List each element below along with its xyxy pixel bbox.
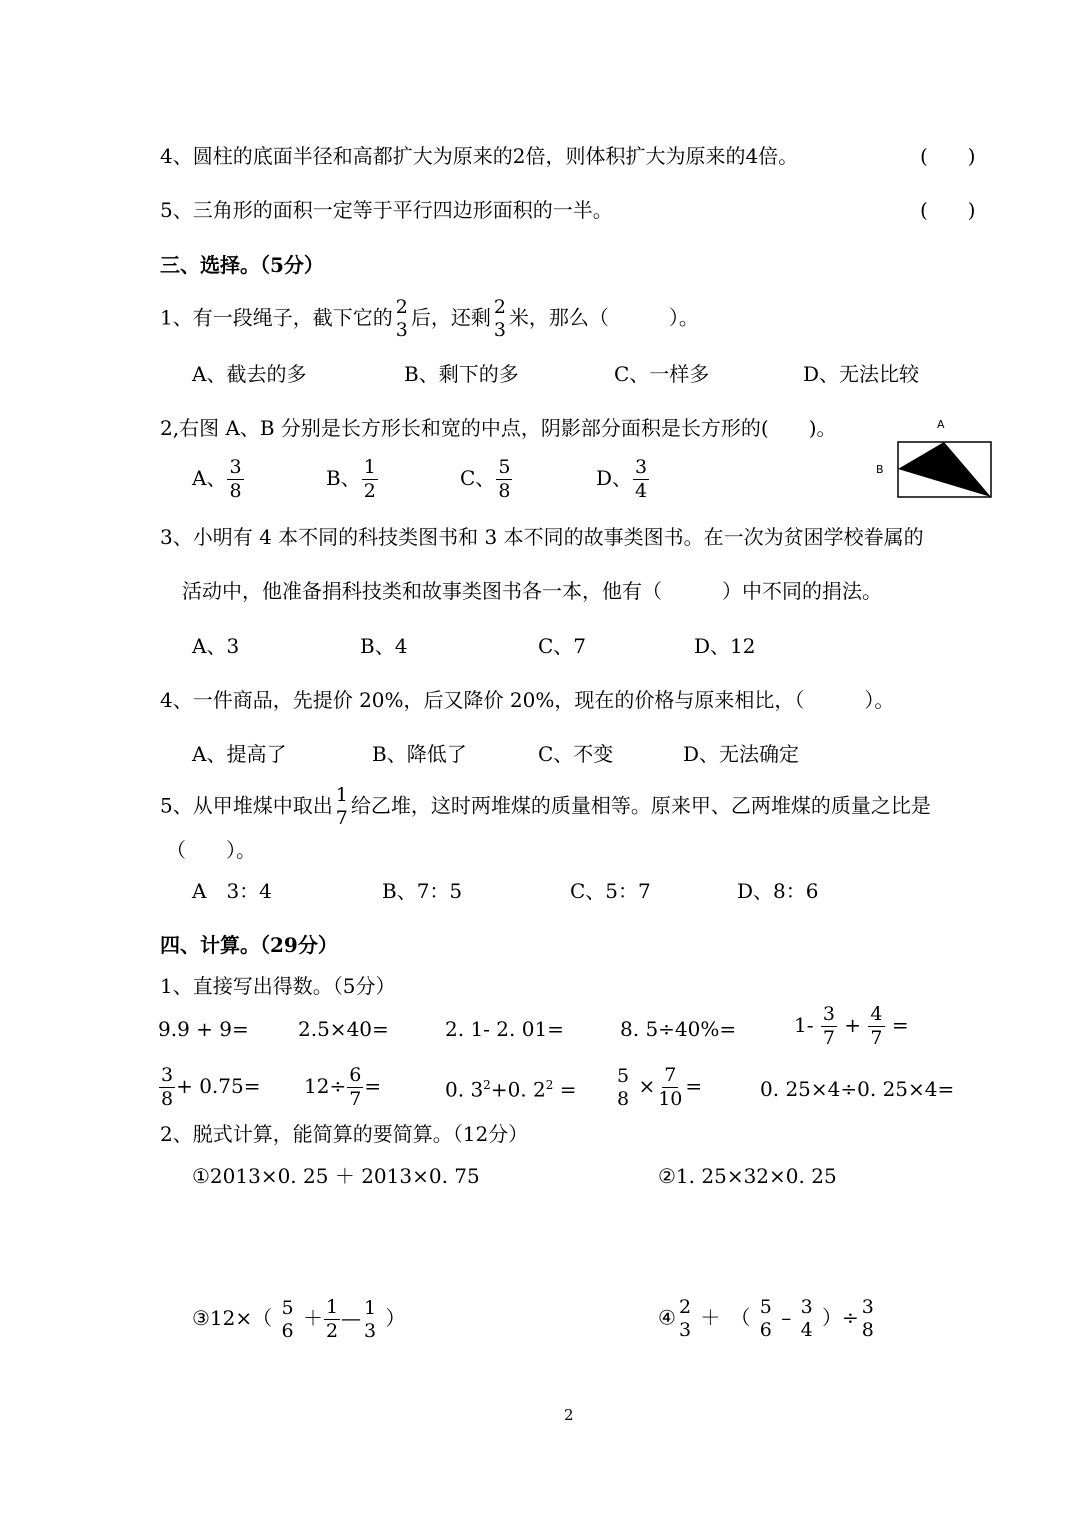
r2-d-f2-num: 7: [664, 1064, 677, 1086]
calc-p2: ②1. 25×32×0. 25: [658, 1164, 837, 1188]
q2-a-label: A、: [192, 466, 227, 490]
q5-option-a[interactable]: A 3：4: [192, 879, 272, 903]
r2-d-f1-num: 5: [617, 1064, 630, 1087]
choice-q3-line2: 活动中，他准备捐科技类和故事类图书各一本，他有（ ）中不同的捐法。: [182, 579, 882, 603]
r2-c-sup1: 2: [483, 1078, 491, 1092]
q4-option-c[interactable]: C、不变: [538, 742, 614, 766]
r2-d-f2-den: 10: [658, 1088, 683, 1110]
p4-frac4: [860, 1298, 876, 1340]
q5-frac: [334, 786, 350, 828]
r2-d-f1-den: 8: [617, 1087, 630, 1110]
p4-f2-den: 6: [759, 1319, 772, 1341]
p4-pre: ④: [658, 1305, 676, 1330]
r2-a-den: 8: [161, 1088, 174, 1110]
r2-d-frac2: [656, 1066, 684, 1109]
calc-r2-b: [304, 1066, 381, 1109]
p3-frac2: [324, 1298, 340, 1341]
r1-e-pre: 1-: [794, 1013, 814, 1037]
calc-r2-c: [445, 1079, 577, 1100]
page-number: 2: [564, 1406, 574, 1424]
q2-c-den: 8: [498, 480, 511, 502]
q3-option-a[interactable]: A、3: [192, 634, 240, 658]
p4-f4-den: 8: [861, 1319, 874, 1341]
q5-frac-num: 1: [335, 784, 348, 806]
section-choice-heading: 三、选择。（5分）: [160, 253, 324, 277]
p3-f2-den: 2: [325, 1320, 339, 1342]
q3-option-b[interactable]: B、4: [360, 634, 408, 658]
q2-c-label: C、: [460, 466, 496, 490]
p3-frac3: [362, 1296, 378, 1342]
section-calc-heading: 四、计算。（29分）: [160, 933, 338, 957]
q3-option-d[interactable]: D、12: [694, 634, 756, 658]
q4-option-b[interactable]: B、降低了: [372, 742, 467, 766]
p4-f4-num: 3: [861, 1296, 874, 1318]
q2-d-num: 3: [635, 456, 648, 478]
q5-post: 给乙堆，这时两堆煤的质量相等。原来甲、乙两堆煤的质量之比是: [350, 793, 931, 818]
p4-f3-den: 4: [800, 1319, 813, 1341]
q2-d-den: 4: [635, 480, 648, 502]
r2-d-eq: =: [685, 1074, 703, 1098]
q2-b-num: 1: [363, 456, 376, 478]
r2-a-frac: [159, 1066, 175, 1109]
q1-option-c[interactable]: C、一样多: [614, 362, 710, 386]
calc-r2-e: 0. 25×4÷0. 25×4=: [760, 1077, 955, 1101]
q2-option-d[interactable]: [596, 458, 650, 501]
calc-r2-a: [158, 1066, 261, 1109]
r2-c-sup2: 2: [545, 1078, 554, 1092]
r1-e-frac1: [821, 1005, 837, 1048]
q5-option-d[interactable]: D、8：6: [737, 879, 819, 903]
q3-option-c[interactable]: C、7: [538, 634, 587, 658]
p4-frac3: [799, 1298, 815, 1340]
p3-plus: ＋: [302, 1306, 323, 1330]
calc-r1-d: 8. 5÷40%=: [620, 1017, 737, 1041]
q1-post: 米，那么（ ）。: [508, 305, 699, 330]
r2-b-eq: =: [364, 1074, 382, 1098]
r1-e-f2-den: 7: [870, 1027, 883, 1049]
q2-d-label: D、: [596, 466, 633, 490]
r1-e-plus: +: [844, 1013, 862, 1037]
p4-mid: ）÷: [822, 1305, 859, 1330]
r1-e-eq: =: [891, 1013, 909, 1037]
r2-b-pre: 12÷: [304, 1074, 347, 1098]
q2-option-a[interactable]: [192, 458, 245, 501]
q2-c-num: 5: [498, 456, 511, 478]
p3-f3-num: 1: [364, 1296, 377, 1319]
calc-r1-a: 9.9 + 9=: [158, 1017, 249, 1041]
q2-b-den: 2: [363, 480, 376, 502]
q2-a-frac: [227, 458, 243, 501]
r1-e-f2-num: 4: [870, 1003, 883, 1025]
q1-option-b[interactable]: B、剩下的多: [404, 362, 519, 386]
r2-c-base1: 0. 3: [445, 1077, 484, 1102]
choice-q4: 4、一件商品，先提价 20%，后又降价 20%，现在的价格与原来相比，（ ）。: [160, 688, 895, 712]
calc-r2-d: [614, 1066, 702, 1109]
p4-plus: ＋ （: [700, 1305, 751, 1330]
p3-f1-num: 5: [281, 1296, 294, 1319]
calc-p4: [658, 1298, 877, 1340]
judge-q4: 4、圆柱的底面半径和高都扩大为原来的2倍，则体积扩大为原来的4倍。: [160, 144, 799, 168]
r2-b-den: 7: [349, 1088, 362, 1110]
figure-label-b: B: [876, 463, 884, 476]
r2-d-frac1: [615, 1064, 631, 1110]
calc-p1: ①2013×0. 25 ＋ 2013×0. 75: [192, 1164, 480, 1188]
p3-post: ）: [385, 1306, 406, 1330]
rectangle-figure: [870, 412, 1000, 507]
q5-option-b[interactable]: B、7：5: [382, 879, 463, 903]
r2-a-num: 3: [161, 1064, 174, 1086]
p3-frac1: [280, 1296, 296, 1342]
q1-frac2-num: 2: [493, 296, 506, 318]
r1-e-f1-den: 7: [822, 1027, 835, 1049]
q2-b-frac: [362, 458, 378, 501]
q1-option-a[interactable]: A、截去的多: [192, 362, 307, 386]
q1-frac2-den: 3: [493, 319, 506, 341]
q1-option-d[interactable]: D、无法比较: [803, 362, 920, 386]
r2-a-post: + 0.75=: [176, 1074, 261, 1098]
p3-minus: —: [341, 1306, 362, 1330]
calc-sub1: 1、直接写出得数。（5分）: [160, 974, 396, 998]
r2-c-eq: =: [553, 1077, 577, 1102]
q2-a-num: 3: [229, 456, 242, 478]
p3-f3-den: 3: [364, 1319, 377, 1342]
q2-a-den: 8: [229, 480, 242, 502]
q5-option-c[interactable]: C、5：7: [570, 879, 651, 903]
calc-p3: [192, 1298, 406, 1341]
r1-e-f1-num: 3: [822, 1003, 835, 1025]
q5-pre: 5、从甲堆煤中取出: [160, 793, 333, 818]
q1-frac1-num: 2: [395, 296, 408, 318]
p4-minus: –: [781, 1305, 792, 1330]
choice-q2: 2,右图 A、B 分别是长方形长和宽的中点，阴影部分面积是长方形的( )。: [160, 416, 837, 440]
p3-f2-num: 1: [325, 1296, 339, 1318]
p4-f1-num: 2: [678, 1296, 692, 1318]
p4-f2-num: 5: [759, 1296, 772, 1318]
p3-f1-den: 6: [281, 1319, 294, 1342]
r2-b-frac: [347, 1066, 363, 1109]
r1-e-frac2: [868, 1005, 884, 1048]
q4-option-d[interactable]: D、无法确定: [683, 742, 800, 766]
q2-option-c[interactable]: [460, 458, 513, 501]
q5-frac-den: 7: [335, 807, 348, 829]
calc-r1-b: 2.5×40=: [298, 1017, 389, 1041]
choice-q5: [160, 786, 931, 828]
q1-frac2: [492, 298, 508, 340]
r2-c-mid: +0. 2: [490, 1077, 546, 1102]
choice-q3-line1: 3、小明有 4 本不同的科技类图书和 3 本不同的故事类图书。在一次为贫困学校眷属的: [160, 525, 924, 549]
p3-pre: ③12×（: [192, 1306, 273, 1330]
r2-b-num: 6: [349, 1064, 362, 1086]
calc-sub2: 2、脱式计算，能简算的要简算。（12分）: [160, 1122, 529, 1146]
q2-b-label: B、: [326, 466, 361, 490]
q4-option-a[interactable]: A、提高了: [192, 742, 287, 766]
figure-label-a: A: [937, 418, 945, 431]
p4-f1-den: 3: [678, 1319, 692, 1341]
choice-q5-line2: （ ）。: [166, 838, 256, 862]
p4-f3-num: 3: [800, 1296, 813, 1318]
judge-q4-paren[interactable]: ( ): [920, 144, 976, 168]
q1-frac1-den: 3: [395, 319, 408, 341]
q2-d-frac: [633, 458, 649, 501]
calc-r1-c: 2. 1- 2. 01=: [445, 1017, 564, 1041]
r2-d-times: ×: [638, 1074, 656, 1098]
choice-q1: [160, 298, 699, 340]
q1-frac1: [394, 298, 410, 340]
q2-c-frac: [496, 458, 512, 501]
judge-q5-paren[interactable]: ( ): [920, 198, 976, 222]
shaded-triangle: [898, 442, 991, 497]
q1-pre: 1、有一段绳子，截下它的: [160, 305, 393, 330]
calc-r1-e: [794, 1005, 909, 1048]
p4-frac1: [677, 1298, 693, 1340]
p4-frac2: [758, 1298, 774, 1340]
q2-option-b[interactable]: [326, 458, 379, 501]
judge-q5: 5、三角形的面积一定等于平行四边形面积的一半。: [160, 198, 613, 222]
q1-mid: 后，还剩: [410, 305, 491, 330]
